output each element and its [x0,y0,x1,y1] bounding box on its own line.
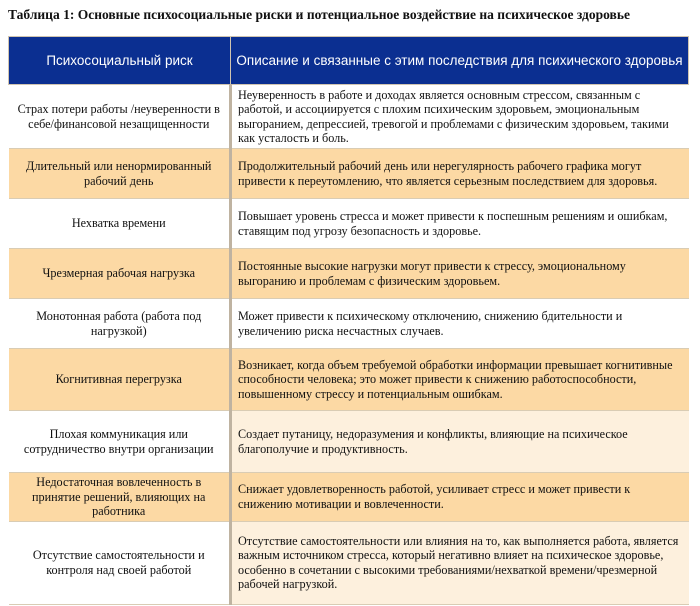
description-cell: Повышает уровень стресса и может привести к поспешным решениям и ошибкам, ставящим под угрозу безопасность и здоровье. [231,199,689,249]
risk-cell: Монотонная работа (работа под нагрузкой) [9,299,231,349]
risk-cell: Отсутствие самостоятельности и контроля над своей работой [9,521,231,604]
risk-cell: Нехватка времени [9,199,231,249]
description-cell: Неуверенность в работе и доходах является основным стрессом, связанным с работой, и ассоциируется с плохим психическим здоровьем, эмоциональным выгоранием, депрессией, тревогой и проблемами с физическим здоровьем, такими как усталость и боль. [231,85,689,149]
table-row [9,149,689,199]
risk-cell: Длительный или ненормированный рабочий день [9,149,231,199]
description-cell: Создает путаницу, недоразумения и конфликты, влияющие на психическое благополучие и продуктивность. [231,411,689,473]
table-header-row [9,37,689,85]
description-cell: Может привести к психическому отключению, снижению бдительности и увеличению риска несчастных случаев. [231,299,689,349]
risk-cell: Плохая коммуникация или сотрудничество внутри организации [9,411,231,473]
table-row [9,249,689,299]
table-row [9,85,689,149]
risk-cell: Недостаточная вовлеченность в принятие решений, влияющих на работника [9,473,231,522]
table-row [9,473,689,522]
description-cell: Продолжительный рабочий день или нерегулярность рабочего графика могут привести к переутомлению, что является серьезным последствием для здоровья. [231,149,689,199]
table-row [9,349,689,411]
risk-cell: Страх потери работы /неуверенности в себе/финансовой незащищенности [9,85,231,149]
header-risk: Психосоциальный риск [9,37,231,85]
risk-cell: Когнитивная перегрузка [9,349,231,411]
table-caption: Таблица 1: Основные психосоциальные риски и потенциальное воздействие на психическое здоровье [8,7,630,22]
description-cell: Снижает удовлетворенность работой, усиливает стресс и может привести к снижению мотивации и вовлеченности. [231,473,689,522]
description-cell: Отсутствие самостоятельности или влияния на то, как выполняется работа, является важным источником стресса, который негативно влияет на психическое здоровье, особенно в сочетании с высокими требованиями/нехваткой времени/чрезмерной рабочей нагрузкой. [231,521,689,604]
table-row [9,521,689,604]
description-cell: Постоянные высокие нагрузки могут привести к стрессу, эмоциональному выгоранию и проблемам с физическим здоровьем. [231,249,689,299]
risk-table [8,36,689,605]
description-cell: Возникает, когда объем требуемой обработки информации превышает когнитивные способности человека; это может привести к снижению работоспособности, повышенному стрессу и потенциальным ошибкам. [231,349,689,411]
table-row [9,199,689,249]
header-description: Описание и связанные с этим последствия для психического здоровья [231,37,689,85]
table-row [9,299,689,349]
risk-cell: Чрезмерная рабочая нагрузка [9,249,231,299]
table-row [9,411,689,473]
